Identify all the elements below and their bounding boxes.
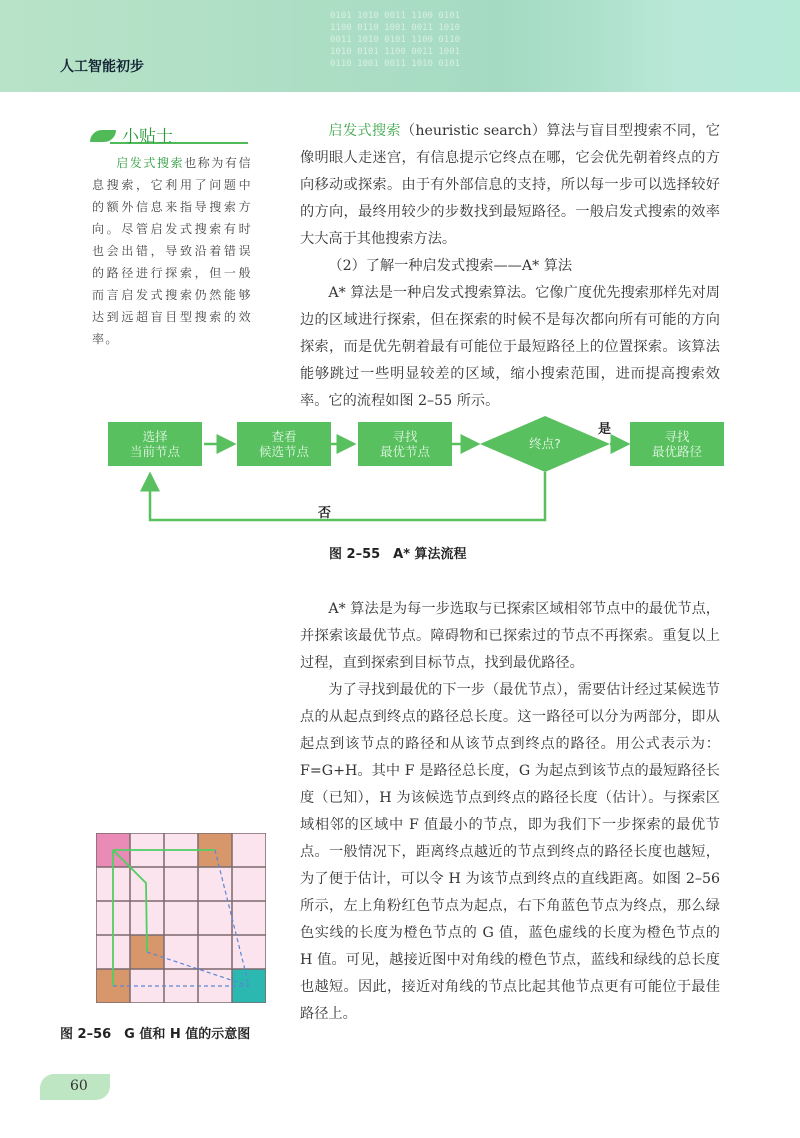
grid-svg	[96, 833, 266, 1003]
tip-keyword: 启发式搜索	[116, 156, 185, 170]
grid-figure	[96, 833, 266, 1003]
flow-box-view-candidates: 查看 候选节点	[237, 422, 331, 466]
header-band	[0, 0, 800, 92]
page-number: 60	[70, 1078, 88, 1094]
subheading: （2）了解一种启发式搜索——A* 算法	[328, 258, 573, 274]
flowchart	[100, 408, 740, 533]
figure-caption-2-55: 图 2–55 A* 算法流程	[329, 547, 467, 562]
tip-title: 小贴士	[122, 127, 173, 147]
flow-box-find-best-path: 寻找 最优路径	[630, 422, 724, 466]
para1-body: （heuristic search）算法与盲目型搜索不同，它像明眼人走迷宫，有信息提示它终点在哪，它会优先朝着终点的方向移动或探索。由于有外部信息的支持，所以每一步可以选择较好的方向，最终用较少的步数找到最短路径。一般启发式搜索的效率大大高于其他搜索方法。	[300, 123, 720, 247]
flow-yes-label: 是	[598, 422, 612, 437]
paragraph-3: A* 算法是为每一步选取与已探索区域相邻节点中的最优节点，并探索该最优节点。障碍物和已探索过的节点不再探索。重复以上过程，直到探索到目标节点，找到最优路径。	[300, 601, 720, 671]
paragraph-1	[300, 118, 720, 253]
header-code-pattern: 0101 1010 0011 1100 0101 1100 0110 1001 0011 1010 0011 1010 0101 1100 0110 1010 0101 1100 0011 1001 0110 1001 0011 1010 0101	[330, 11, 461, 69]
flow-no-label: 否	[318, 506, 332, 521]
paragraph-2: A* 算法是一种启发式搜索算法。它像广度优先搜索那样先对周边的区域进行探索，但在探索的时候不是每次都向所有可能的方向探索，而是优先朝着最有可能位于最短路径上的位置探索。该算法能够跳过一些明显较差的区域，缩小搜索范围，进而提高搜索效率。它的流程如图 2–55 所示。	[300, 285, 720, 409]
flow-decision-label: 终点?	[529, 436, 561, 451]
paragraph-4: 为了寻找到最优的下一步（最优节点），需要估计经过某候选节点的从起点到终点的路径总长度。这一路径可以分为两部分，即从起点到该节点的路径和从该节点到终点的路径。用公式表示为：F=G+H。其中 F 是路径总长度，G 为起点到该节点的最短路径长度（已知），H 为该候选节点到终点的路径长度（估计）。与探索区域相邻的区域中 F 值最小的节点，即为我们下一步探索的最优节点。一般情况下，距离终点越近的节点到终点的路径长度也越短，为了便于估计，可以令 H 为该节点到终点的直线距离。如图 2–56 所示，左上角粉红色节点为起点，右下角蓝色节点为终点，那么绿色实线的长度为橙色节点的 G 值，蓝色虚线的长度为橙色节点的 H 值。可见，越接近图中对角线的橙色节点，蓝线和绿线的总长度也越短。因此，接近对角线的节点比起其他节点更有可能位于最佳路径上。	[300, 682, 720, 1022]
tip-text	[92, 152, 252, 350]
para1-keyword: 启发式搜索	[328, 123, 401, 139]
header-title: 人工智能初步	[60, 59, 144, 75]
flow-box-find-best-node: 寻找 最优节点	[358, 422, 452, 466]
tip-body: 也称为有信息搜索，它利用了问题中的额外信息来指导搜索方向。尽管启发式搜索有时也会出错，导致沿着错误的路径进行探索，但一般而言启发式搜索仍然能够达到远超盲目型搜索的效率。	[92, 156, 252, 346]
flow-box-select-current: 选择 当前节点	[108, 422, 202, 466]
leaf-icon	[90, 130, 116, 142]
arrow-no-loop	[150, 472, 545, 520]
main-text-lower	[300, 596, 720, 1028]
tip-title-block	[90, 124, 248, 146]
figure-caption-2-56: 图 2–56 G 值和 H 值的示意图	[60, 1027, 251, 1042]
main-text-upper	[300, 118, 720, 415]
